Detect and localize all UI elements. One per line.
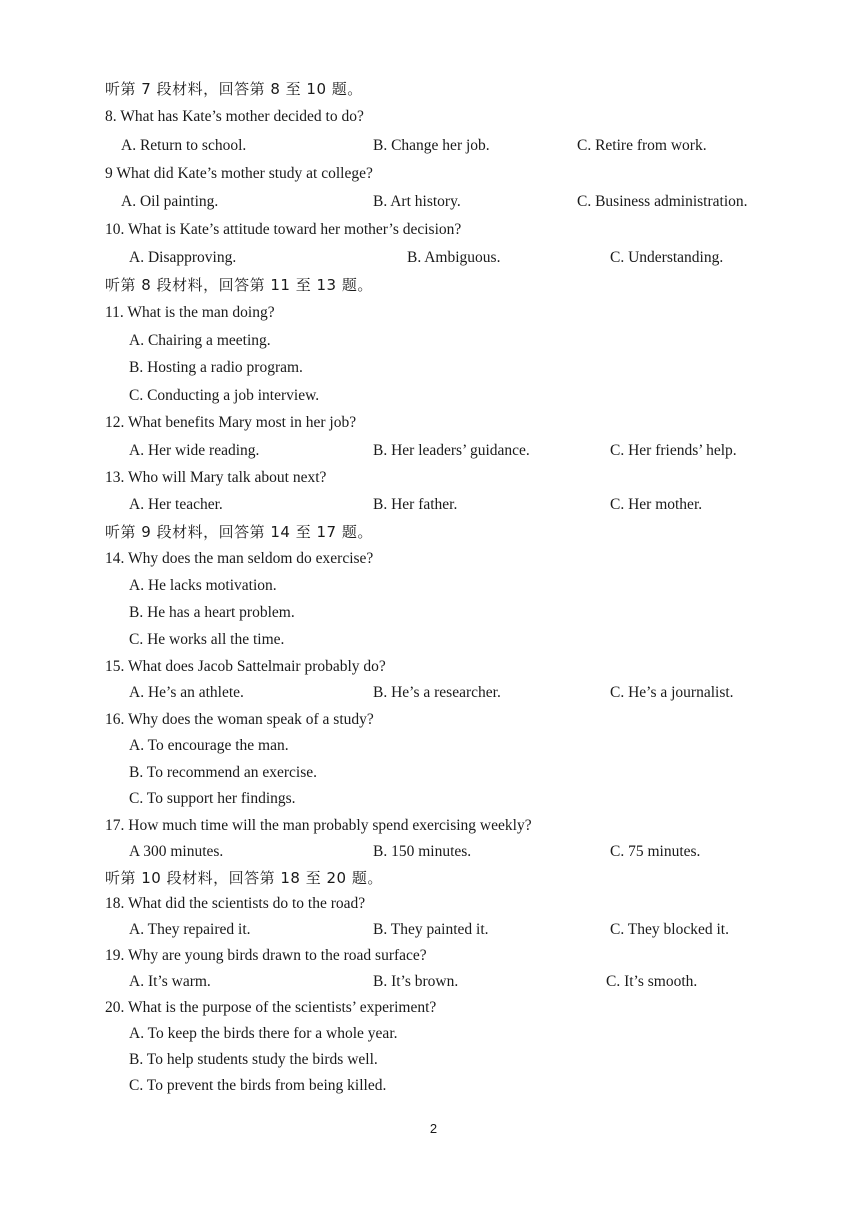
option-11-c — [0, 385, 867, 407]
option-c: C. They blocked it. — [610, 921, 729, 938]
question-stem: 9 What did Kate’s mother study at college? — [105, 165, 373, 182]
question-stem: 10. What is Kate’s attitude toward her mother’s decision? — [105, 221, 462, 238]
option-b: B. Ambiguous. — [407, 249, 501, 266]
option-a: A. To encourage the man. — [129, 737, 289, 754]
option-b: B. To help students study the birds well. — [129, 1051, 378, 1068]
option-c: C. Her mother. — [610, 496, 703, 513]
option-11-b — [0, 357, 867, 379]
option-a: A. Chairing a meeting. — [129, 332, 271, 349]
question-stem: 11. What is the man doing? — [105, 304, 275, 321]
option-c: C. Understanding. — [610, 249, 724, 266]
option-c: C. It’s smooth. — [606, 973, 698, 990]
options-18 — [0, 919, 867, 941]
section-title: 听第 7 段材料，回答第 8 至 10 题。 — [105, 80, 363, 98]
page-number: 2 — [429, 1121, 438, 1136]
option-a: A. He lacks motivation. — [129, 577, 277, 594]
option-c: C. Her friends’ help. — [610, 442, 737, 459]
option-c: C. He works all the time. — [129, 631, 285, 648]
question-9 — [0, 163, 867, 185]
question-19 — [0, 945, 867, 967]
question-stem: 18. What did the scientists do to the road? — [105, 895, 366, 912]
section-header-8 — [0, 274, 867, 296]
option-c: C. He’s a journalist. — [610, 684, 734, 701]
options-10 — [0, 247, 867, 269]
options-13 — [0, 494, 867, 516]
question-15 — [0, 656, 867, 678]
question-16 — [0, 709, 867, 731]
option-a: A. Return to school. — [121, 137, 247, 154]
option-c: C. Conducting a job interview. — [129, 387, 320, 404]
option-a: A 300 minutes. — [129, 843, 224, 860]
option-a: A. Her wide reading. — [129, 442, 260, 459]
section-title: 听第 9 段材料，回答第 14 至 17 题。 — [105, 523, 373, 541]
question-stem: 17. How much time will the man probably spend exercising weekly? — [105, 817, 532, 834]
section-header-10 — [0, 867, 867, 889]
option-14-b — [0, 602, 867, 624]
question-stem: 12. What benefits Mary most in her job? — [105, 414, 357, 431]
option-b: B. He’s a researcher. — [373, 684, 501, 701]
option-a: A. Oil painting. — [121, 193, 219, 210]
option-20-c — [0, 1075, 867, 1097]
options-17 — [0, 841, 867, 863]
question-stem: 19. Why are young birds drawn to the road surface? — [105, 947, 427, 964]
question-12 — [0, 412, 867, 434]
question-stem: 15. What does Jacob Sattelmair probably do? — [105, 658, 386, 675]
section-title: 听第 8 段材料，回答第 11 至 13 题。 — [105, 276, 373, 294]
option-20-b — [0, 1049, 867, 1071]
options-12 — [0, 440, 867, 462]
option-c: C. To support her findings. — [129, 790, 296, 807]
section-header-9 — [0, 521, 867, 543]
question-stem: 13. Who will Mary talk about next? — [105, 469, 327, 486]
option-16-c — [0, 788, 867, 810]
option-14-c — [0, 629, 867, 651]
option-11-a — [0, 330, 867, 352]
option-b: B. 150 minutes. — [373, 843, 472, 860]
options-19 — [0, 971, 867, 993]
option-b: B. Change her job. — [373, 137, 490, 154]
question-13 — [0, 467, 867, 489]
section-title: 听第 10 段材料，回答第 18 至 20 题。 — [105, 869, 383, 887]
question-17 — [0, 815, 867, 837]
question-20 — [0, 997, 867, 1019]
option-c: C. 75 minutes. — [610, 843, 701, 860]
option-c: C. Business administration. — [577, 193, 748, 210]
option-b: B. Art history. — [373, 193, 461, 210]
option-b: B. Her father. — [373, 496, 458, 513]
question-8 — [0, 106, 867, 128]
option-20-a — [0, 1023, 867, 1045]
option-a: A. To keep the birds there for a whole year. — [129, 1025, 398, 1042]
option-a: A. It’s warm. — [129, 973, 211, 990]
question-stem: 16. Why does the woman speak of a study? — [105, 711, 374, 728]
option-c: C. To prevent the birds from being killed. — [129, 1077, 387, 1094]
section-header-7 — [0, 78, 867, 100]
question-11 — [0, 302, 867, 324]
option-a: A. Her teacher. — [129, 496, 223, 513]
option-b: B. Her leaders’ guidance. — [373, 442, 530, 459]
option-14-a — [0, 575, 867, 597]
question-stem: 8. What has Kate’s mother decided to do? — [105, 108, 364, 125]
question-14 — [0, 548, 867, 570]
options-15 — [0, 682, 867, 704]
option-b: B. It’s brown. — [373, 973, 459, 990]
option-b: B. They painted it. — [373, 921, 489, 938]
question-10 — [0, 219, 867, 241]
option-a: A. Disapproving. — [129, 249, 237, 266]
option-a: A. He’s an athlete. — [129, 684, 244, 701]
option-16-b — [0, 762, 867, 784]
question-stem: 20. What is the purpose of the scientists’ experiment? — [105, 999, 437, 1016]
option-b: B. He has a heart problem. — [129, 604, 295, 621]
option-b: B. Hosting a radio program. — [129, 359, 303, 376]
question-stem: 14. Why does the man seldom do exercise? — [105, 550, 374, 567]
option-c: C. Retire from work. — [577, 137, 707, 154]
options-8 — [0, 135, 867, 157]
option-16-a — [0, 735, 867, 757]
options-9 — [0, 191, 867, 213]
question-18 — [0, 893, 867, 915]
option-a: A. They repaired it. — [129, 921, 251, 938]
option-b: B. To recommend an exercise. — [129, 764, 318, 781]
